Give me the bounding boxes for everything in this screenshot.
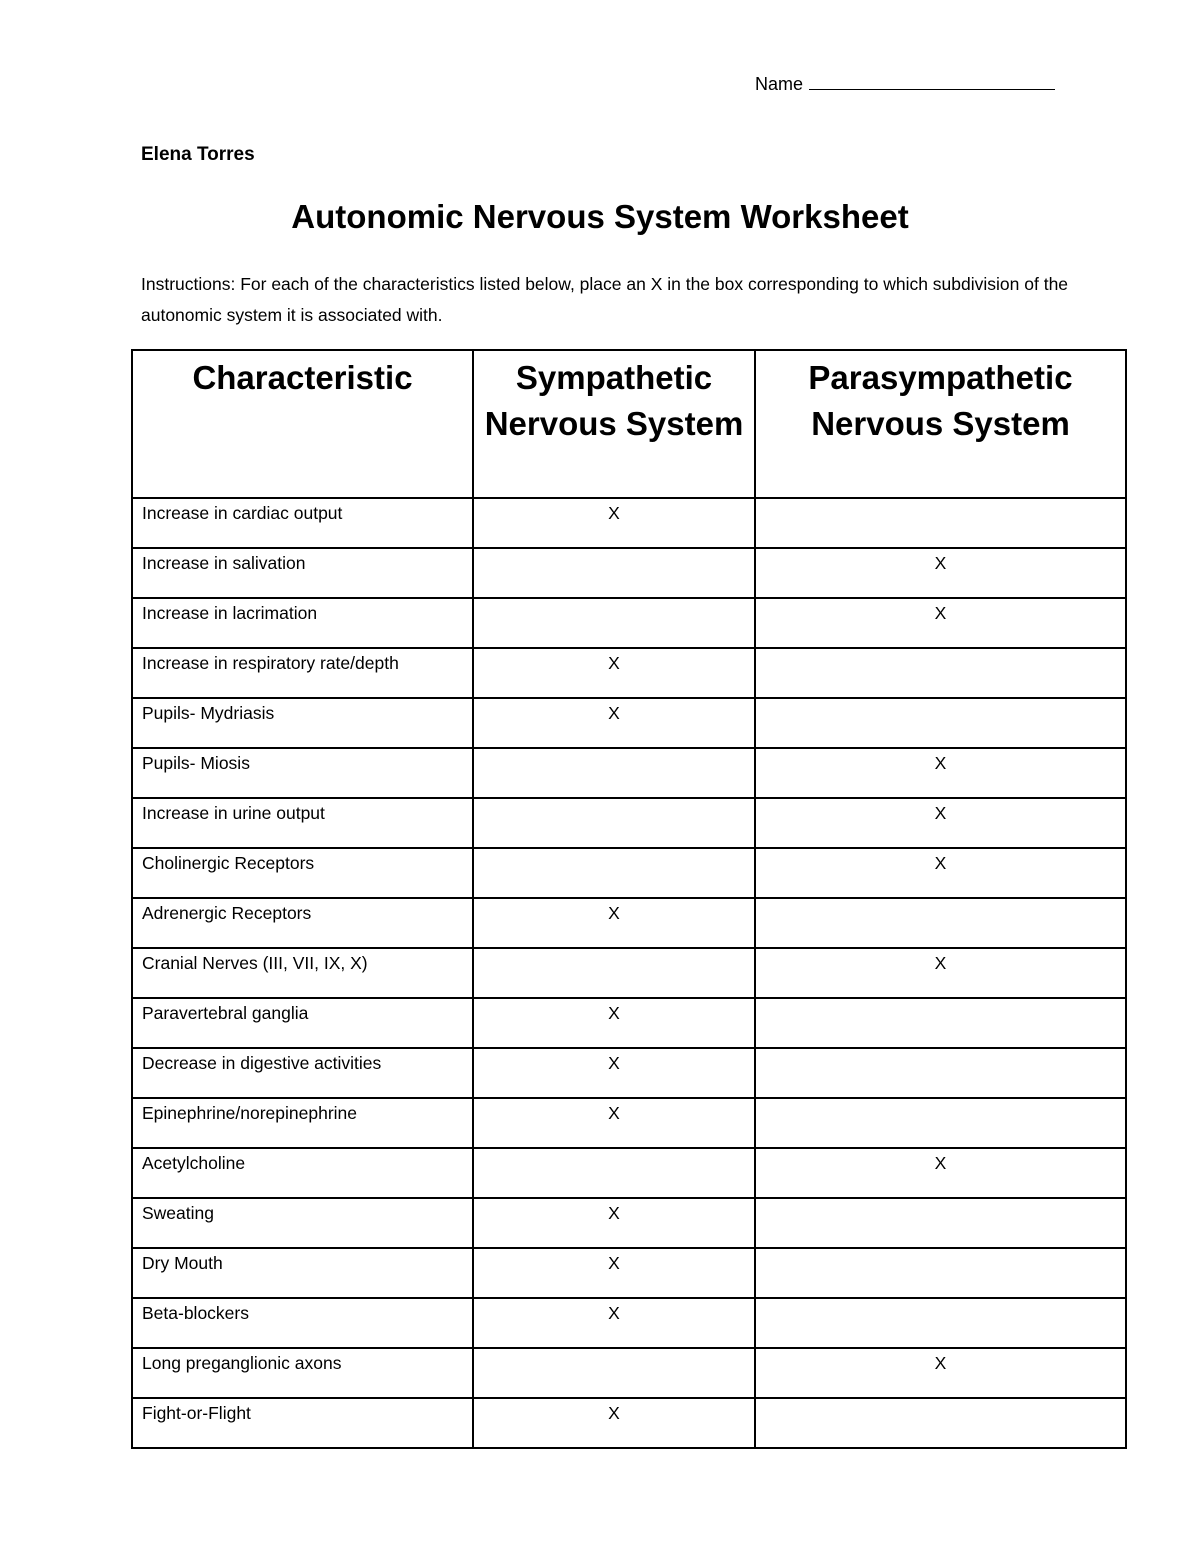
parasympathetic-cell[interactable] (755, 698, 1126, 748)
sympathetic-cell[interactable] (473, 1148, 755, 1198)
student-name: Elena Torres (141, 144, 255, 165)
parasympathetic-cell[interactable]: X (755, 1348, 1126, 1398)
sympathetic-cell[interactable]: X (473, 1248, 755, 1298)
parasympathetic-cell[interactable]: X (755, 848, 1126, 898)
sympathetic-cell[interactable]: X (473, 898, 755, 948)
parasympathetic-cell[interactable]: X (755, 598, 1126, 648)
parasympathetic-cell[interactable] (755, 1248, 1126, 1298)
characteristic-cell: Beta-blockers (132, 1298, 473, 1348)
table-row (132, 698, 1126, 748)
characteristic-cell: Sweating (132, 1198, 473, 1248)
table-row (132, 1398, 1126, 1448)
sympathetic-cell[interactable]: X (473, 998, 755, 1048)
table-row (132, 1298, 1126, 1348)
characteristic-cell: Decrease in digestive activities (132, 1048, 473, 1098)
parasympathetic-cell[interactable] (755, 1298, 1126, 1348)
table-row (132, 548, 1126, 598)
sympathetic-cell[interactable] (473, 548, 755, 598)
characteristic-cell: Increase in urine output (132, 798, 473, 848)
instructions: Instructions: For each of the characteristics listed below, place an X in the box corresponding to which subdivision of the autonomic system it is associated with. (141, 274, 1069, 325)
sympathetic-cell[interactable]: X (473, 648, 755, 698)
parasympathetic-cell[interactable] (755, 1198, 1126, 1248)
characteristic-cell: Increase in lacrimation (132, 598, 473, 648)
sympathetic-cell[interactable] (473, 948, 755, 998)
characteristic-cell: Paravertebral ganglia (132, 998, 473, 1048)
column-header-parasympathetic: Parasympathetic Nervous System (755, 350, 1126, 498)
parasympathetic-cell[interactable] (755, 498, 1126, 548)
parasympathetic-cell[interactable] (755, 648, 1126, 698)
parasympathetic-cell[interactable]: X (755, 548, 1126, 598)
column-header-sympathetic: Sympathetic Nervous System (473, 350, 755, 498)
characteristic-cell: Long preganglionic axons (132, 1348, 473, 1398)
sympathetic-cell[interactable]: X (473, 698, 755, 748)
table-body (132, 498, 1126, 1448)
table-row (132, 498, 1126, 548)
parasympathetic-cell[interactable] (755, 1048, 1126, 1098)
sympathetic-cell[interactable]: X (473, 1298, 755, 1348)
table-row (132, 598, 1126, 648)
table-row (132, 848, 1126, 898)
parasympathetic-cell[interactable]: X (755, 948, 1126, 998)
parasympathetic-cell[interactable]: X (755, 1148, 1126, 1198)
sympathetic-cell[interactable] (473, 598, 755, 648)
characteristic-cell: Cholinergic Receptors (132, 848, 473, 898)
characteristic-cell: Acetylcholine (132, 1148, 473, 1198)
sympathetic-cell[interactable]: X (473, 1098, 755, 1148)
table-row (132, 1348, 1126, 1398)
parasympathetic-cell[interactable]: X (755, 748, 1126, 798)
characteristic-cell: Dry Mouth (132, 1248, 473, 1298)
parasympathetic-cell[interactable]: X (755, 798, 1126, 848)
characteristic-cell: Pupils- Mydriasis (132, 698, 473, 748)
sympathetic-cell[interactable]: X (473, 1048, 755, 1098)
parasympathetic-cell[interactable] (755, 1398, 1126, 1448)
table-row (132, 1048, 1126, 1098)
name-field (755, 73, 1055, 95)
sympathetic-cell[interactable] (473, 848, 755, 898)
characteristic-cell: Pupils- Miosis (132, 748, 473, 798)
table-row (132, 1098, 1126, 1148)
parasympathetic-cell[interactable] (755, 898, 1126, 948)
characteristic-cell: Fight-or-Flight (132, 1398, 473, 1448)
table-row (132, 898, 1126, 948)
name-blank-line[interactable] (809, 73, 1055, 90)
sympathetic-cell[interactable]: X (473, 498, 755, 548)
sympathetic-cell[interactable]: X (473, 1398, 755, 1448)
characteristic-cell: Adrenergic Receptors (132, 898, 473, 948)
worksheet-table (131, 349, 1127, 1449)
page-title: Autonomic Nervous System Worksheet (291, 198, 909, 235)
table-row (132, 648, 1126, 698)
parasympathetic-cell[interactable] (755, 1098, 1126, 1148)
table-row (132, 1148, 1126, 1198)
parasympathetic-cell[interactable] (755, 998, 1126, 1048)
table-row (132, 1248, 1126, 1298)
table-row (132, 1198, 1126, 1248)
table-row (132, 748, 1126, 798)
name-label: Name (755, 74, 804, 94)
table-row (132, 798, 1126, 848)
table-header-row (132, 350, 1126, 498)
sympathetic-cell[interactable]: X (473, 1198, 755, 1248)
sympathetic-cell[interactable] (473, 798, 755, 848)
column-header-characteristic: Characteristic (132, 350, 473, 498)
characteristic-cell: Cranial Nerves (III, VII, IX, X) (132, 948, 473, 998)
characteristic-cell: Increase in salivation (132, 548, 473, 598)
characteristic-cell: Epinephrine/norepinephrine (132, 1098, 473, 1148)
table-row (132, 948, 1126, 998)
sympathetic-cell[interactable] (473, 1348, 755, 1398)
sympathetic-cell[interactable] (473, 748, 755, 798)
table-row (132, 998, 1126, 1048)
characteristic-cell: Increase in respiratory rate/depth (132, 648, 473, 698)
characteristic-cell: Increase in cardiac output (132, 498, 473, 548)
